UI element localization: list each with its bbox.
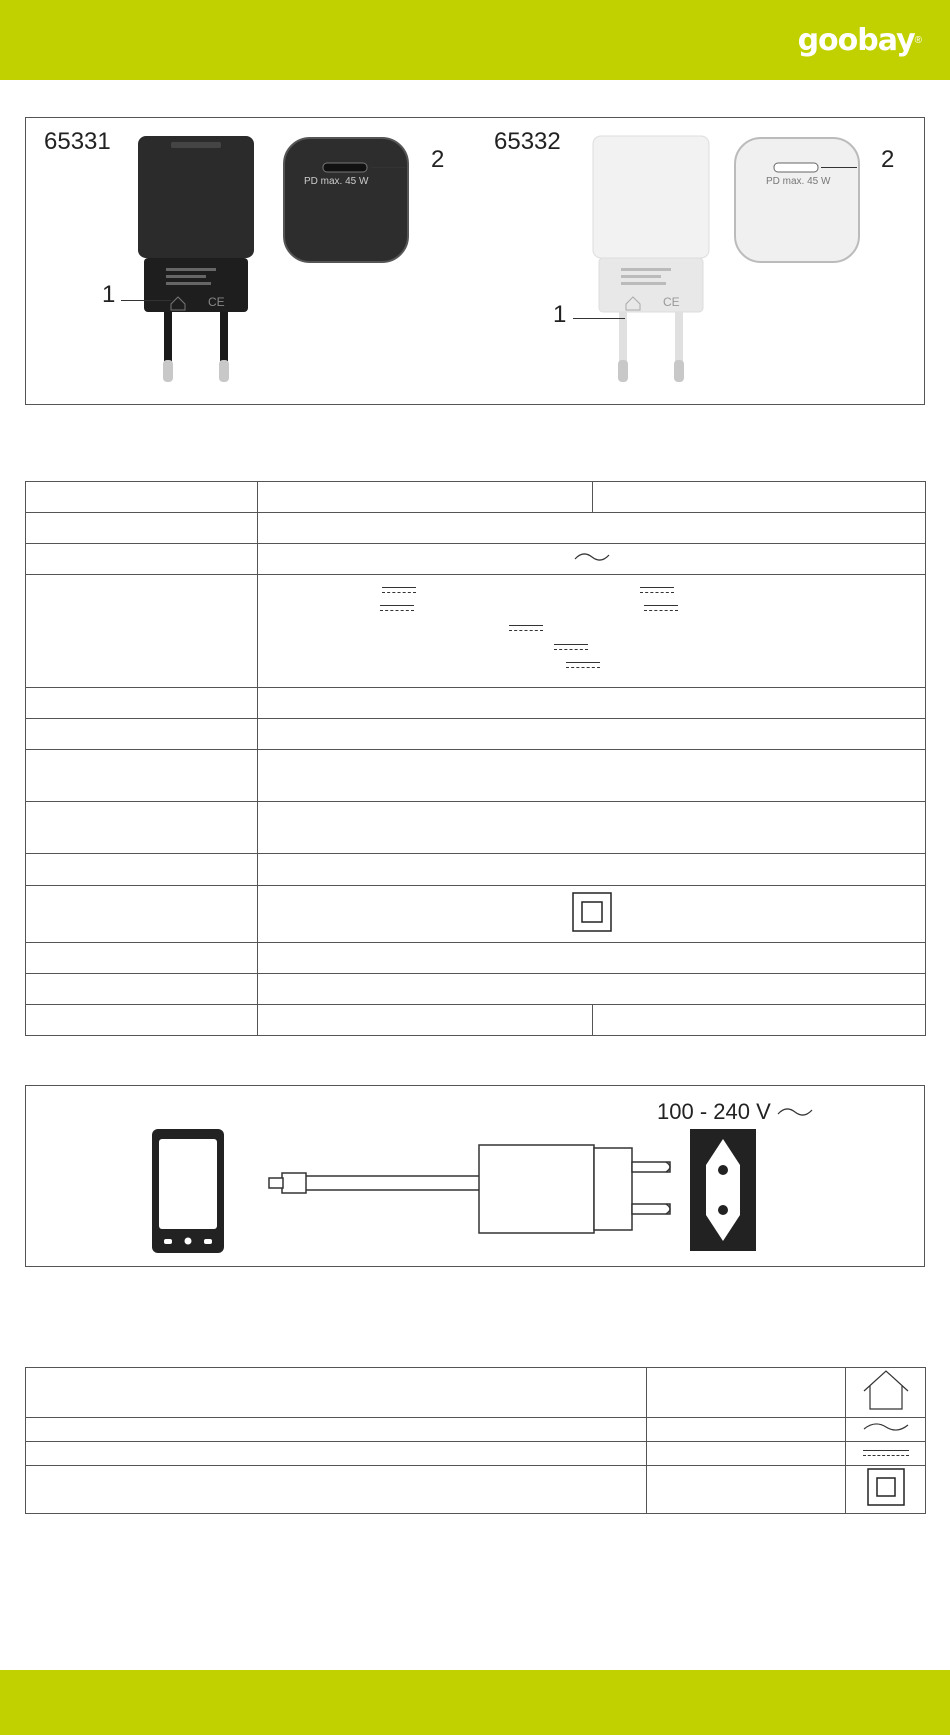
logo-text: goobay [797,22,915,58]
dc-symbol-icon [644,605,678,613]
table-row [26,750,926,802]
svg-text:CE: CE [208,295,225,309]
table-row [26,513,926,544]
callout-line-2-white [821,167,857,168]
protection-class-ii-icon [867,1468,905,1506]
table-row [26,854,926,886]
ac-symbol-icon [777,1105,813,1119]
house-icon [861,1369,911,1411]
charger-black-front-icon [281,135,411,265]
callout-2-black: 2 [431,146,445,173]
footer-bar [0,1670,950,1735]
smartphone-icon [150,1127,226,1255]
callout-line-2-black [371,167,406,168]
header-bar [0,0,950,80]
symbols-table [25,1367,926,1514]
input-voltage-text: 100 - 240 V [657,1099,771,1124]
input-voltage-label [657,1099,813,1125]
goobay-logo [798,20,922,60]
callout-2-white: 2 [881,146,895,173]
table-row [26,1368,926,1418]
power-socket-icon [690,1129,756,1251]
dc-symbol-icon [554,644,588,652]
product-figure [25,117,925,405]
specification-table [25,481,926,1036]
port-label-white: PD max. 45 W [766,176,831,187]
table-row [26,688,926,719]
table-row [26,575,926,688]
charger-white-side-icon [591,134,711,394]
port-label-black: PD max. 45 W [304,176,369,187]
table-row [26,974,926,1005]
callout-line-1-white [573,318,625,319]
dc-symbol-icon [380,605,414,613]
table-row [26,719,926,750]
dc-symbol-icon [509,625,543,633]
charger-with-cable-icon [266,1142,696,1238]
callout-line-1-black [121,300,171,301]
callout-1-black: 1 [102,281,116,308]
dc-symbol-icon [382,587,416,595]
table-row [26,802,926,854]
ac-symbol-icon [574,550,610,564]
svg-text:CE: CE [663,295,680,309]
table-row [26,886,926,943]
model-number-white: 65332 [494,128,561,155]
table-row [26,1418,926,1442]
table-row [26,482,926,513]
table-row [26,1005,926,1036]
table-row [26,943,926,974]
dc-symbol-icon [566,662,600,670]
dc-symbol-icon [640,587,674,595]
table-row [26,1466,926,1514]
dc-symbol-icon [863,1450,909,1458]
table-row [26,544,926,575]
protection-class-ii-icon [572,892,612,932]
model-number-black: 65331 [44,128,111,155]
callout-1-white: 1 [553,301,567,328]
charger-black-side-icon [136,134,256,394]
charger-white-front-icon [732,135,862,265]
connection-figure [25,1085,925,1267]
trademark-sign: ® [914,34,922,46]
ac-symbol-icon [863,1420,909,1434]
table-row [26,1442,926,1466]
